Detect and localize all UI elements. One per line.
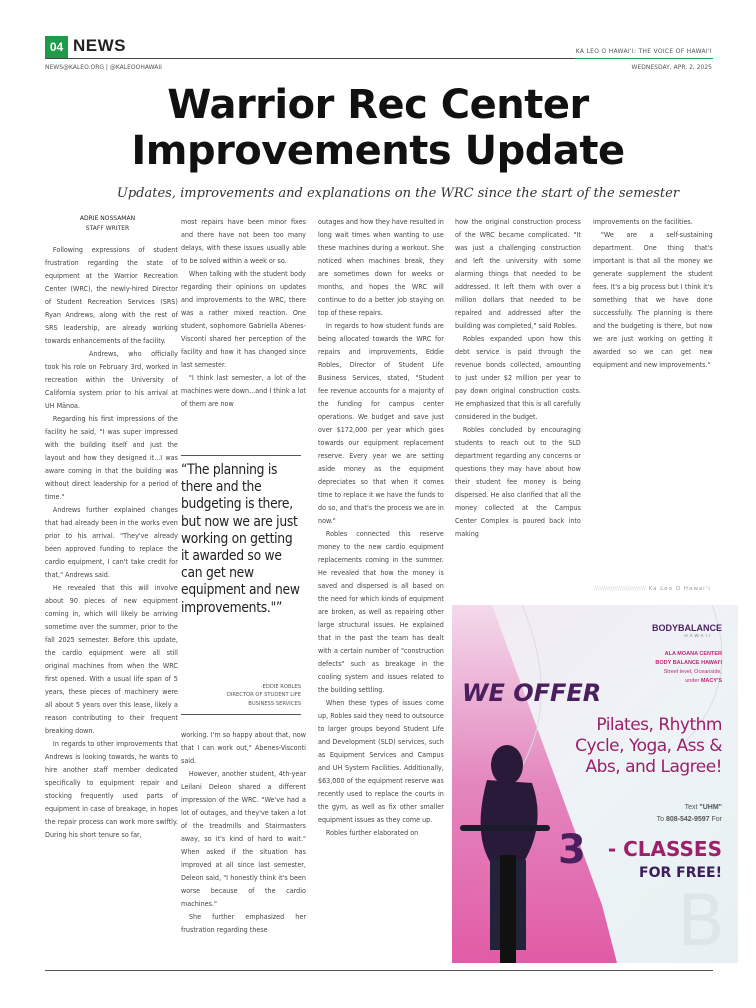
paragraph: Andrews further explained changes that had already been in the works even prior to his arrival. "They've already been approved funding to replace the cardio equipment, I can't take credit for that," Andrews said. [45, 505, 178, 579]
ad-offer-3: Abs, and Lagree! [585, 757, 722, 777]
ad-classes: - CLASSES [607, 837, 722, 861]
paragraph: how the original construction process of the WRC became complicated. "It was just a challenging construction and left the university with some alarming things that needed to be addressed. It left them with over a million dollars that needed to be repaired and addressed after the building was completed," said Robles. [455, 217, 581, 330]
column-5 [593, 215, 713, 371]
ad-location-3: Street level, Oceanside, [663, 669, 722, 675]
ad-location-store: MACY'S [700, 678, 722, 684]
paragraph: "We are a self-sustaining department. One thing that's important is that all the money we generate supplement the student fees. It's a big process but I think it's something that we have done successfully. The planning is there and the budgeting is there, but now we are just working on getting it awarded so we can get new equipment and new improvements." [593, 230, 713, 369]
ad-cta-to: To [656, 816, 666, 823]
issue-date: WEDNESDAY, APR. 2, 2025 [631, 64, 712, 71]
section-number: 04 [45, 36, 68, 58]
deck: Updates, improvements and explanations on the WRC since the start of the semester [116, 186, 680, 201]
ad-brand: BODYBALANCE [651, 623, 722, 633]
ad-headline: WE OFFER [462, 679, 602, 707]
ad-watermark-logo: B [677, 880, 726, 962]
pull-quote-text: “The planning is there and the budgeting is there, but now we are just working on getting it awarded so we can get new equipment and new improvements."” [181, 462, 300, 616]
paragraph: She further emphasized her frustration regarding these [181, 912, 306, 934]
paragraph: improvements on the facilities. [593, 217, 693, 226]
headline-line-2: Improvements Update [131, 128, 625, 174]
pull-quote-title-2: BUSINESS SERVICES [248, 700, 301, 707]
paragraph: In regards to how student funds are being allocated towards the WRC for repairs and improvements, Eddie Robles, Director of Student Life Business Services, stated, "Student fee revenue accounts for a majority of the funding for campus center operations. We budget and save just over $172,000 per year which goes towards our equipment replacement reserve. Every year we are setting aside money as the equipment depreciates so that when it comes time to replace it we have the funds to do so, and that's the process we are in now." [318, 321, 444, 525]
ad-offerings [575, 715, 722, 778]
pull-quote-attribution [227, 683, 301, 709]
end-tag [594, 586, 711, 592]
contact-info: NEWS@KALEO.ORG | @KALEOOHAWAII [45, 64, 162, 71]
paragraph: He revealed that this will involve about 90 pieces of new equipment coming in, which will likely be arriving sometime over the summer, prior to the fall 2025 semester. Before this update, the cardio equipment were all still original machines from when the WRC first opened. With a usual life span of 5 years, these pieces of machinery were all about 5 years over this lease, likely a reason contributing to their frequent breaking down. [45, 583, 178, 735]
ad-free: FOR FREE! [639, 865, 722, 881]
ad-cta-code: "UHM" [699, 804, 722, 811]
ad-location-4: under [685, 678, 701, 684]
byline [45, 214, 170, 234]
paragraph: When these types of issues come up, Robles said they need to outsource to larger groups beyond Student Life and Development (SLD) services, such as Equipment Services and Campus and UH System Facilities. Additionally, $63,000 of the equipment reserve was recently used to replace the courts in the gym, as well as fix other smaller equipment issues as they come up. [318, 698, 444, 824]
section-name: NEWS [73, 36, 126, 55]
ad-big-number: 3 [558, 827, 586, 873]
pull-quote-title-1: DIRECTOR OF STUDENT LIFE [226, 692, 301, 698]
paragraph: When talking with the student body regarding their opinions on updates and improvements to the WRC, there was a rather mixed reaction. One student, sophomore Gabriella Abenes-Visconti shared her perception of the facility and how it has changed since last semester. [181, 269, 306, 369]
author-name: ADRIE NOSSAMAN [79, 215, 136, 222]
ad-location [655, 650, 722, 686]
footer-rule [45, 970, 713, 971]
column-4 [455, 215, 581, 540]
paragraph: In regards to other improvements that Andrews is looking towards, he wants to hire another staff member dedicated specifically to equipment repair and stocking frequently used parts of equipment in case of breakage, in hopes the repair process can work more swiftly. During his short tenure so far, [45, 739, 178, 839]
column-2-top [181, 215, 306, 410]
paragraph: "I think last semester, a lot of the machines were down...and I think a lot of them are now [181, 373, 306, 408]
paragraph: outages and how they have resulted in long wait times when wanting to use these machines during a workout. She noticed when machines break, they are sometimes down for weeks or months, and hopes the WRC will continue to do a better job staying on top of these repairs. [318, 217, 444, 317]
ad-location-2: BODY BALANCE HAWAI'I [655, 660, 722, 666]
paragraph: Robles further elaborated on [325, 828, 419, 837]
end-tag-text: Ka Leo O Hawai'i [648, 586, 711, 592]
pull-quote-name: -EDDIE ROBLES [260, 683, 301, 690]
paragraph: Following expressions of student frustration regarding the state of equipment at the Warrior Recreation Center (WRC), the newly-hired Director of Student Recreation Services (SRS) Ryan Andrews, along with the rest of SRS leadership, are already working towards enhancements of the facility. [45, 245, 178, 345]
column-1 [45, 243, 178, 841]
ad-cta [657, 802, 722, 826]
ad-offer-1: Pilates, Rhythm [596, 715, 722, 735]
ad-location-1: ALA MOANA CENTER [664, 651, 722, 657]
paper-name: KA LEO O HAWAI'I: THE VOICE OF HAWAI'I [575, 48, 712, 55]
pull-quote [181, 455, 301, 715]
ad-cta-for: For [709, 816, 722, 823]
ad-brand-sub: HAWAII [684, 633, 712, 638]
paragraph: However, another student, 4th-year Leilani Deleon shared a different impression of the WRC. "We've had a lot of outages, and they've taken a lot of the treadmills and Stairmasters away, so it's kind of hard to wait." When asked if the situation has improved at all since last semester, Deleon said, "I honestly think it's been worse because of the cardio machines." [181, 769, 306, 908]
ad-cta-phone: 808-542-9597 [665, 816, 710, 823]
ad-offer-2: Cycle, Yoga, Ass & [575, 736, 722, 756]
column-3 [318, 215, 444, 839]
paragraph: most repairs have been minor fixes and there have not been too many delays, with these issues usually able to be solved within a week or so. [181, 217, 306, 265]
header-accent-rule [575, 58, 713, 59]
paragraph: Robles expanded upon how this debt service is paid through the revenue bonds collected, amounting to just under $2 million per year to pay down original construction costs. He emphasized that this is all carefully considered in the budget. [455, 334, 581, 421]
ad-cta-text: Text [684, 804, 700, 811]
paragraph: working. I'm so happy about that, now that I can work out," Abenes-Visconti said. [181, 730, 306, 765]
column-2-bottom [181, 728, 306, 936]
advertisement-body-balance[interactable] [452, 605, 738, 963]
headline [0, 82, 756, 174]
author-role: STAFF WRITER [85, 225, 130, 232]
paragraph: Robles connected this reserve money to the new cardio equipment replacements coming in the summer. He revealed that how the money is saved and dispersed is all based on the need for which kinds of equipment are broken, as well as repairing other large structural issues. He explained that in the past the team has dealt with a certain number of "construction defects" such as breakage in the cooling system and issues related to the building settling. [318, 529, 444, 694]
paragraph: Andrews, who officially took his role on February 3rd, worked in recreation within the University of California system prior to his arrival at UH Mānoa. [45, 349, 178, 410]
end-tag-slashes: //////////////////////////// [594, 586, 646, 592]
paragraph: Regarding his first impressions of the facility he said, "I was super impressed with the building itself and just the layout and how they designed it...I was aware coming in that the building was without direct leadership for a period of time." [45, 414, 178, 501]
paragraph: Robles concluded by encouraging students to reach out to the SLD department regarding any concerns or questions they may have about how their student fee money is being dispersed. He also clarified that all the money collected at the Campus Center Complex is poured back into making [455, 425, 581, 538]
headline-line-1: Warrior Rec Center [167, 82, 589, 128]
